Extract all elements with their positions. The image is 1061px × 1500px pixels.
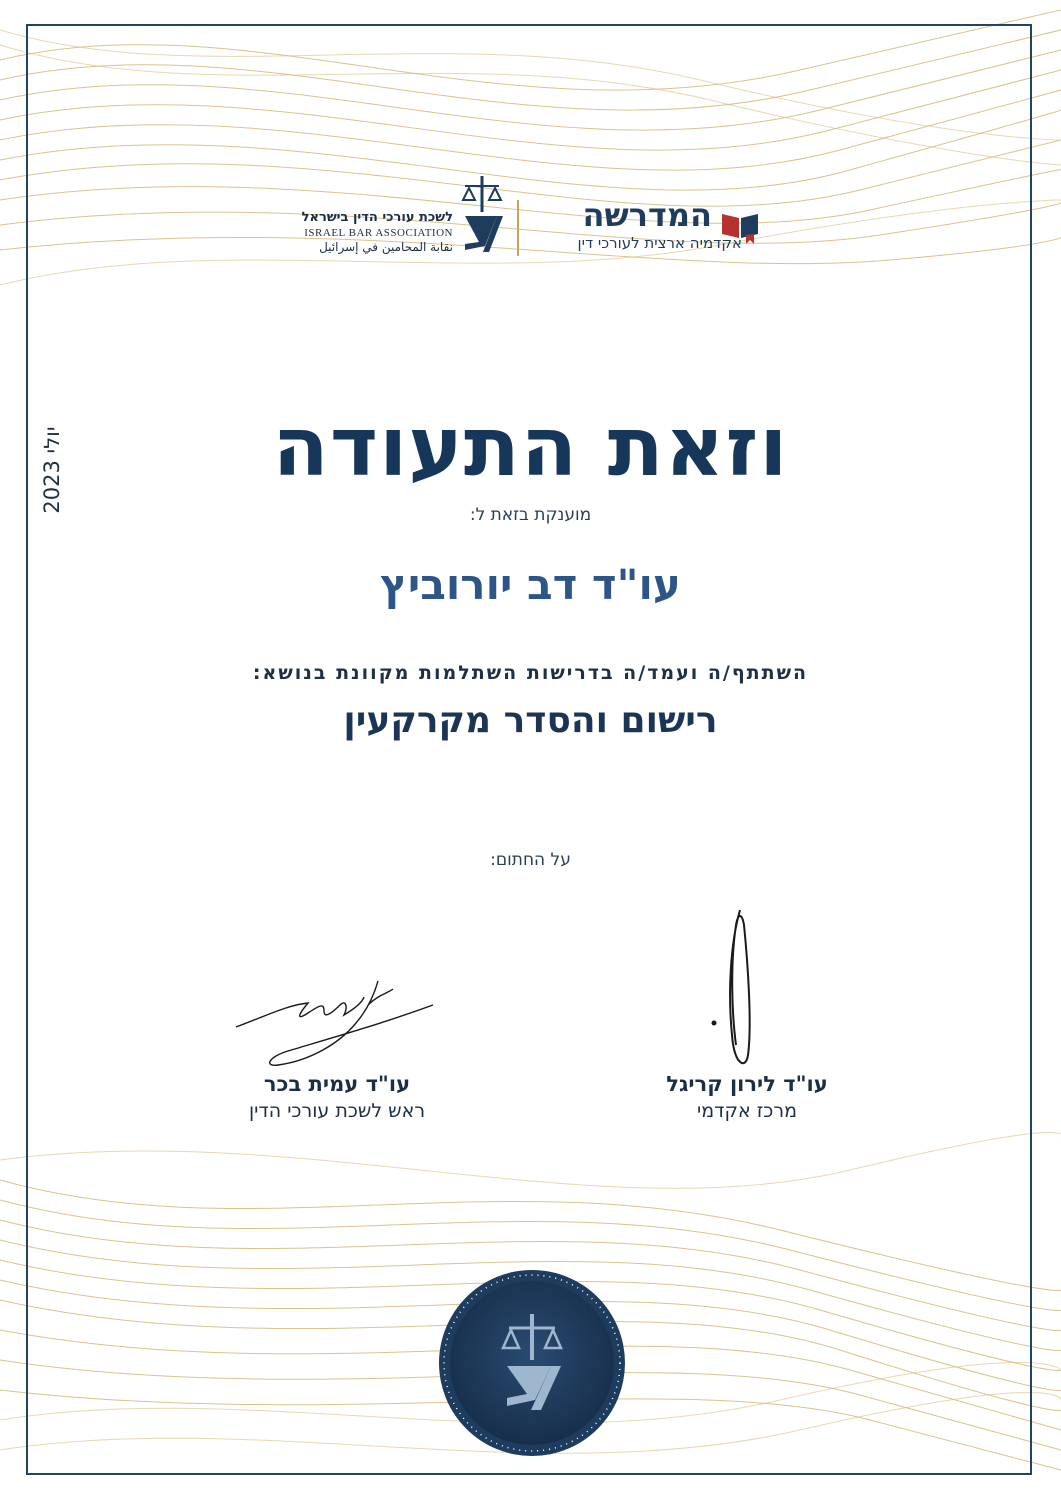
- scales-of-justice-icon: [459, 172, 505, 256]
- signature-kriegel: [700, 905, 780, 1075]
- signatory-1-name: עו"ד לירון קריגל: [666, 1072, 828, 1096]
- header-logos: [300, 168, 760, 268]
- bar-association-name-he: לשכת עורכי הדין בישראל: [301, 210, 453, 225]
- logo-divider: [517, 200, 519, 256]
- course-title: רישום והסדר מקרקעין: [343, 700, 718, 741]
- signatory-2-name: עו"ד עמית בכר: [263, 1072, 411, 1096]
- certificate-title: וזאת התעודה: [272, 400, 789, 495]
- signatory-1-role: מרכז אקדמי: [696, 1100, 797, 1122]
- participation-text: השתתף/ה ועמד/ה בדרישות השתלמות מקוונת בנושא:: [252, 662, 809, 684]
- academy-logo: [540, 196, 760, 256]
- recipient-name: עו"ד דב יורוביץ: [380, 560, 681, 609]
- bar-association-name-en: ISRAEL BAR ASSOCIATION: [304, 227, 453, 239]
- academy-name: המדרשה: [582, 196, 712, 234]
- academy-subtitle: אקדמיה ארצית לעורכי דין: [577, 234, 742, 252]
- signatory-1: [597, 1072, 897, 1122]
- bar-association-seal: [437, 1268, 627, 1458]
- bar-association-logo: [300, 168, 505, 263]
- awarded-to-label: מוענקת בזאת ל:: [469, 505, 592, 525]
- bar-association-name-ar: نقابة المحامين في إسرائيل: [319, 240, 453, 254]
- certificate-date: יולי 2023: [40, 426, 64, 514]
- signatory-2-role: ראש לשכת עורכי הדין: [248, 1100, 426, 1122]
- signed-label: על החתום:: [490, 850, 571, 870]
- signatory-2: [187, 1072, 487, 1122]
- signature-bachar: [228, 975, 448, 1075]
